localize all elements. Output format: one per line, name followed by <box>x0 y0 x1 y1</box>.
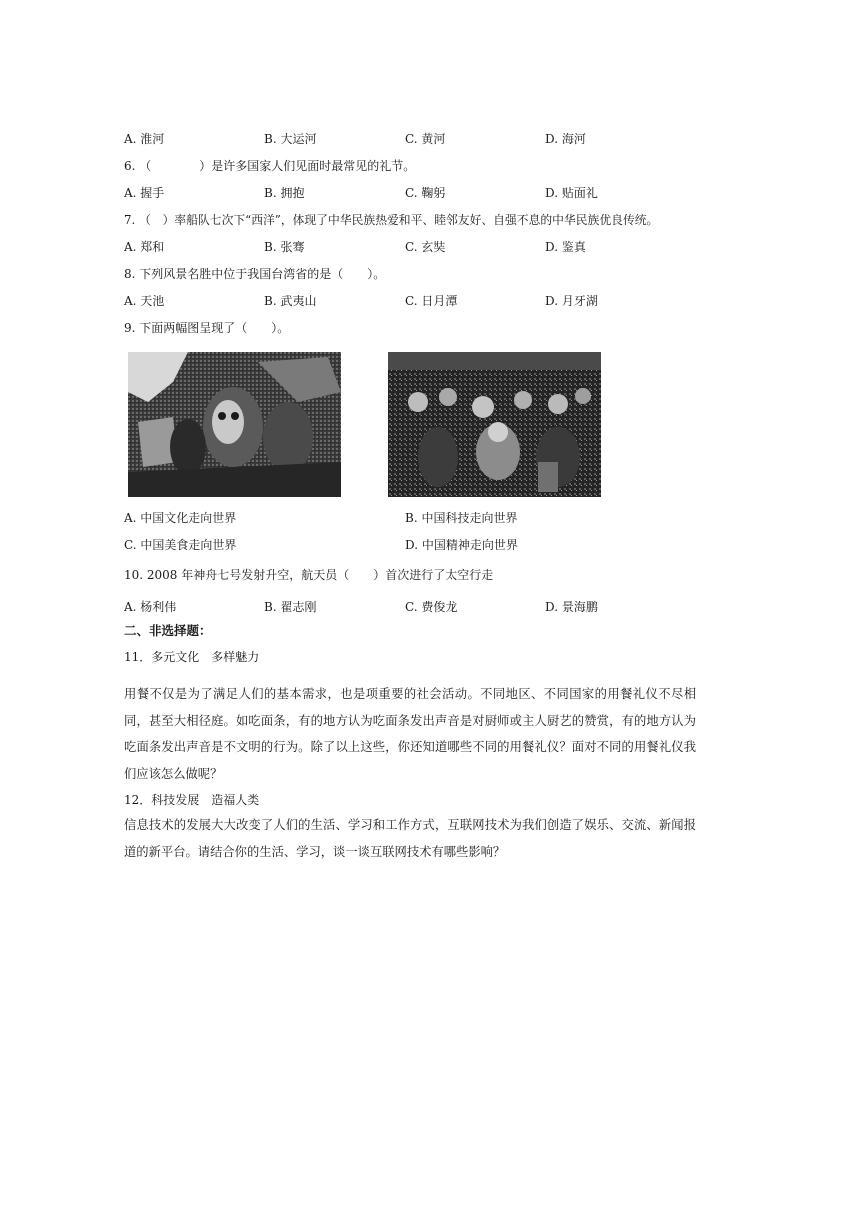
q5-option-a: A. 淮河 <box>124 132 165 146</box>
q8-stem: 8. 下列风景名胜中位于我国台湾省的是（ ）。 <box>124 267 386 281</box>
photo-crowd-celebration <box>388 352 601 497</box>
q10-option-c: C. 费俊龙 <box>405 600 458 614</box>
q10-option-a: A. 杨利伟 <box>124 600 177 614</box>
q7-option-d: D. 鉴真 <box>545 240 586 254</box>
q7-option-a: A. 郑和 <box>124 240 165 254</box>
q5-option-c: C. 黄河 <box>405 132 446 146</box>
q11-title: 11．多元文化 多样魅力 <box>124 650 260 664</box>
q6-option-d: D. 贴面礼 <box>545 186 598 200</box>
q8-option-b: B. 武夷山 <box>264 294 317 308</box>
q6-option-a: A. 握手 <box>124 186 165 200</box>
q5-option-b: B. 大运河 <box>264 132 317 146</box>
q12-title: 12．科技发展 造福人类 <box>124 793 260 807</box>
q9-option-a: A. 中国文化走向世界 <box>124 511 237 525</box>
q10-option-d: D. 景海鹏 <box>545 600 598 614</box>
q9-option-d: D. 中国精神走向世界 <box>405 538 518 552</box>
q9-option-b: B. 中国科技走向世界 <box>405 511 518 525</box>
q6-stem: 6. （ ）是许多国家人们见面时最常见的礼节。 <box>124 159 416 173</box>
q8-option-d: D. 月牙湖 <box>545 294 598 308</box>
q8-option-a: A. 天池 <box>124 294 165 308</box>
photo-lion-dance <box>128 352 341 497</box>
q6-option-c: C. 鞠躬 <box>405 186 446 200</box>
q12-body: 信息技术的发展大大改变了人们的生活、学习和工作方式，互联网技术为我们创造了娱乐、交流、新闻报道的新平台。请结合你的生活、学习，谈一谈互联网技术有哪些影响？ <box>124 818 696 859</box>
q9-stem: 9. 下面两幅图呈现了（ ）。 <box>124 321 290 335</box>
q11-body: 用餐不仅是为了满足人们的基本需求，也是项重要的社会活动。不同地区、不同国家的用餐礼仪不尽相同，甚至大相径庭。如吃面条，有的地方认为吃面条发出声音是对厨师或主人厨艺的赞赏，有的地方认为吃面条发出声音是不文明的行为。除了以上这些，你还知道哪些不同的用餐礼仪？面对不同的用餐礼仪我们应该怎么做呢？ <box>124 687 696 781</box>
q7-option-c: C. 玄奘 <box>405 240 446 254</box>
q7-stem: 7. （ ）率船队七次下“西洋”，体现了中华民族热爱和平、睦邻友好、自强不息的中华民族优良传统。 <box>124 213 659 227</box>
q9-option-c: C. 中国美食走向世界 <box>124 538 237 552</box>
q7-option-b: B. 张骞 <box>264 240 305 254</box>
section-heading: 二、非选择题： <box>124 623 212 638</box>
q8-option-c: C. 日月潭 <box>405 294 458 308</box>
q10-stem: 10. 2008 年神舟七号发射升空，航天员（ ）首次进行了太空行走 <box>124 568 494 582</box>
q6-option-b: B. 拥抱 <box>264 186 305 200</box>
q5-option-d: D. 海河 <box>545 132 586 146</box>
q10-option-b: B. 翟志刚 <box>264 600 317 614</box>
